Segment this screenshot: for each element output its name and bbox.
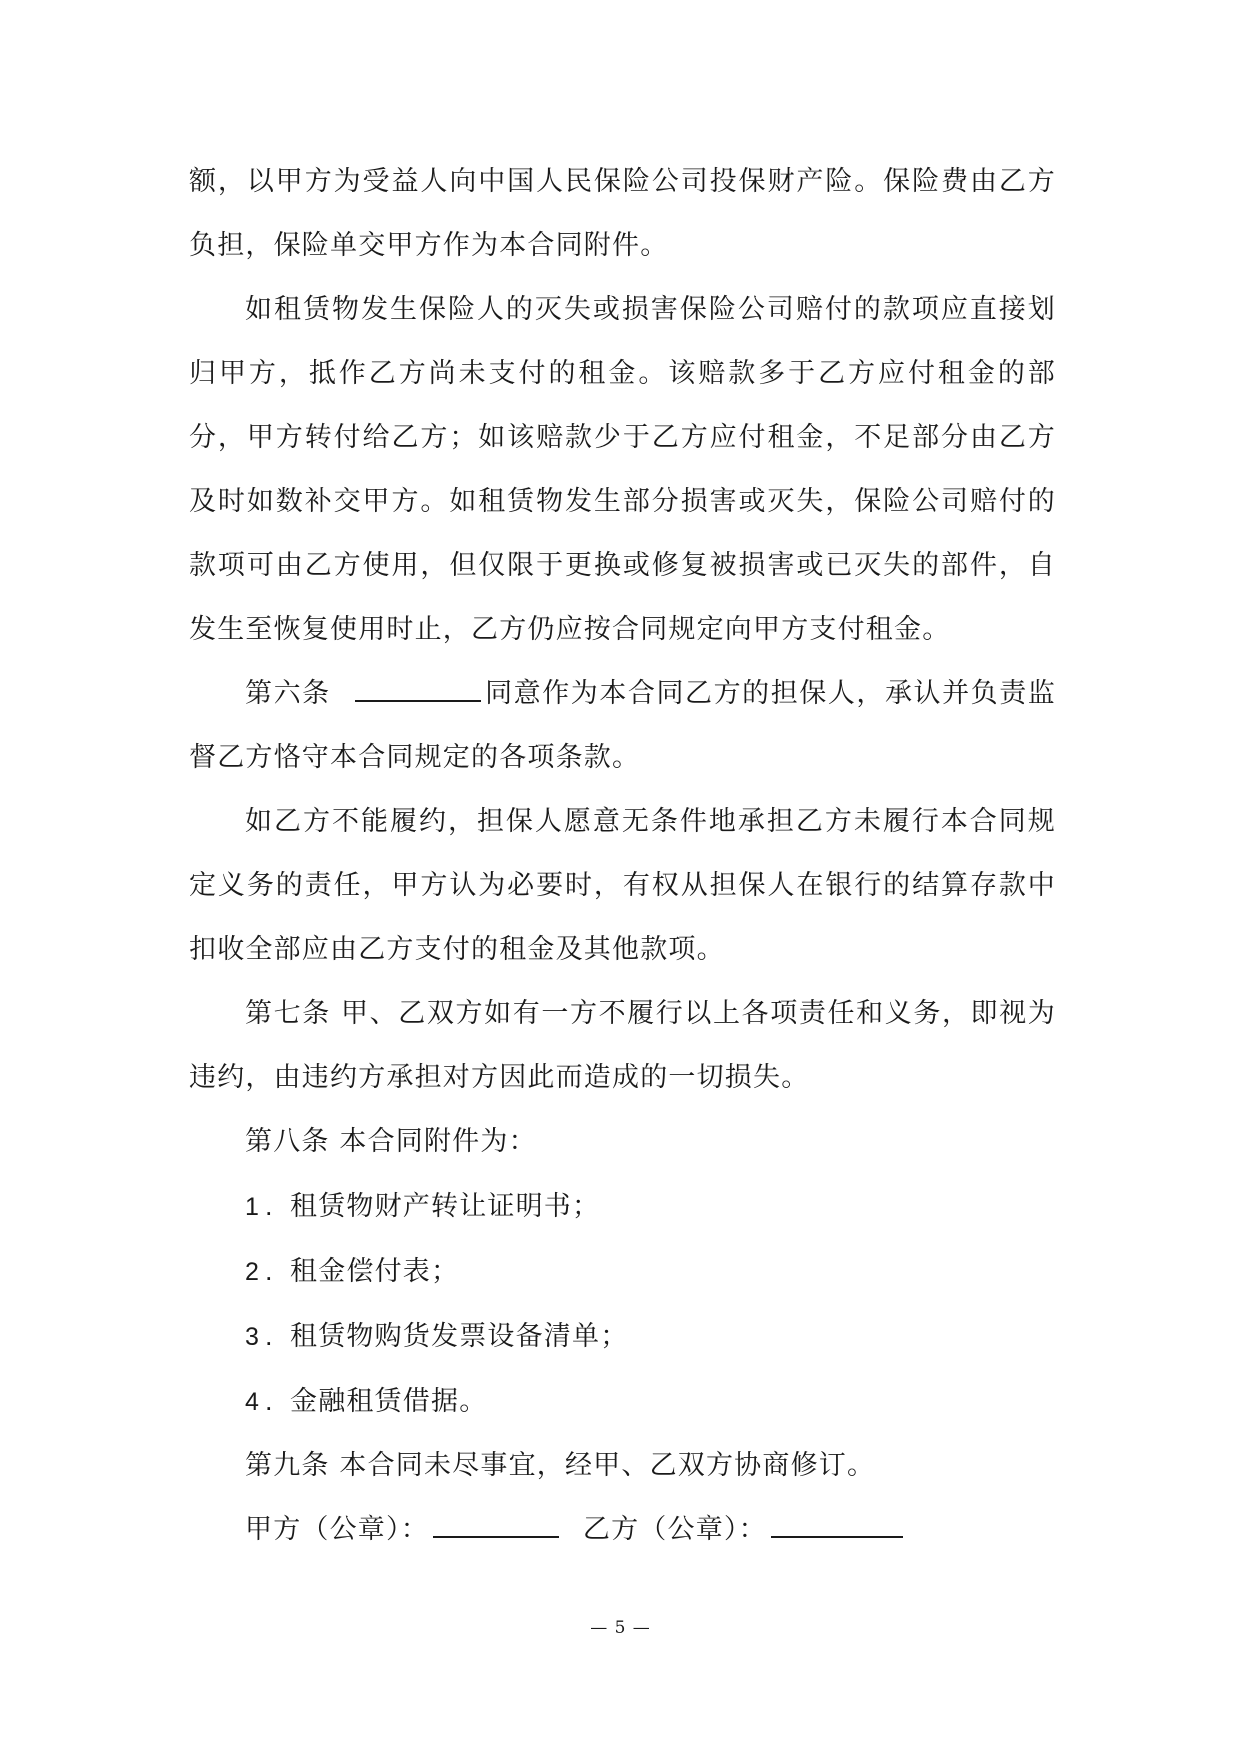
attachment-number: 1 xyxy=(245,1193,261,1221)
attachment-number: 2 xyxy=(245,1258,261,1286)
attachment-text: 租赁物财产转让证明书； xyxy=(290,1191,601,1222)
signature-line xyxy=(189,1498,1056,1562)
party-a-blank xyxy=(433,1514,559,1538)
article-7: 第七条 甲、乙双方如有一方不履行以上各项责任和义务，即视为违约，由违约方承担对方因此而造成的一切损失。 xyxy=(189,998,1056,1093)
article-8: 第八条 本合同附件为： xyxy=(245,1126,537,1157)
attachment-text: 租赁物购货发票设备清单； xyxy=(290,1321,629,1352)
article-6-text: 同意作为本合同乙方的担保人，承认并负责监督乙方恪守本合同规定的各项条款。 xyxy=(189,678,1056,773)
article-9: 第九条 本合同未尽事宜，经甲、乙双方协商修订。 xyxy=(245,1450,876,1481)
attachment-item: 2 . 租金偿付表； xyxy=(189,1239,1056,1304)
attachment-item: 3 . 租赁物购货发票设备清单； xyxy=(189,1304,1056,1369)
page-number: — 5 — xyxy=(590,1618,651,1638)
guarantor-blank xyxy=(355,678,481,702)
attachment-number: 3 xyxy=(245,1323,261,1351)
article-6 xyxy=(189,662,1056,790)
document-body xyxy=(189,150,1056,1562)
party-b-blank xyxy=(771,1514,903,1538)
paragraph-insurance-claim: 如租赁物发生保险人的灭失或损害保险公司赔付的款项应直接划归甲方，抵作乙方尚未支付的租金。该赔款多于乙方应付租金的部分，甲方转付给乙方；如该赔款少于乙方应付租金，不足部分由乙方及时如数补交甲方。如租赁物发生部分损害或灭失，保险公司赔付的款项可由乙方使用，但仅限于更换或修复被损害或已灭失的部件，自发生至恢复使用时止，乙方仍应按合同规定向甲方支付租金。 xyxy=(189,294,1056,645)
article-6-paragraph-2: 如乙方不能履约，担保人愿意无条件地承担乙方未履行本合同规定义务的责任，甲方认为必要时，有权从担保人在银行的结算存款中扣收全部应由乙方支付的租金及其他款项。 xyxy=(189,806,1056,965)
party-a-label: 甲方（公章）： xyxy=(245,1514,429,1545)
attachment-item: 4 . 金融租赁借据。 xyxy=(189,1369,1056,1434)
attachment-text: 租金偿付表； xyxy=(290,1256,460,1287)
attachment-text: 金融租赁借据。 xyxy=(290,1386,488,1417)
article-6-heading: 第六条 xyxy=(245,678,331,709)
paragraph-insurance-cont: 额，以甲方为受益人向中国人民保险公司投保财产险。保险费由乙方负担，保险单交甲方作为本合同附件。 xyxy=(189,166,1056,261)
party-b-label: 乙方（公章）： xyxy=(582,1514,767,1545)
attachment-item: 1 . 租赁物财产转让证明书； xyxy=(189,1174,1056,1239)
attachment-number: 4 xyxy=(245,1388,261,1416)
